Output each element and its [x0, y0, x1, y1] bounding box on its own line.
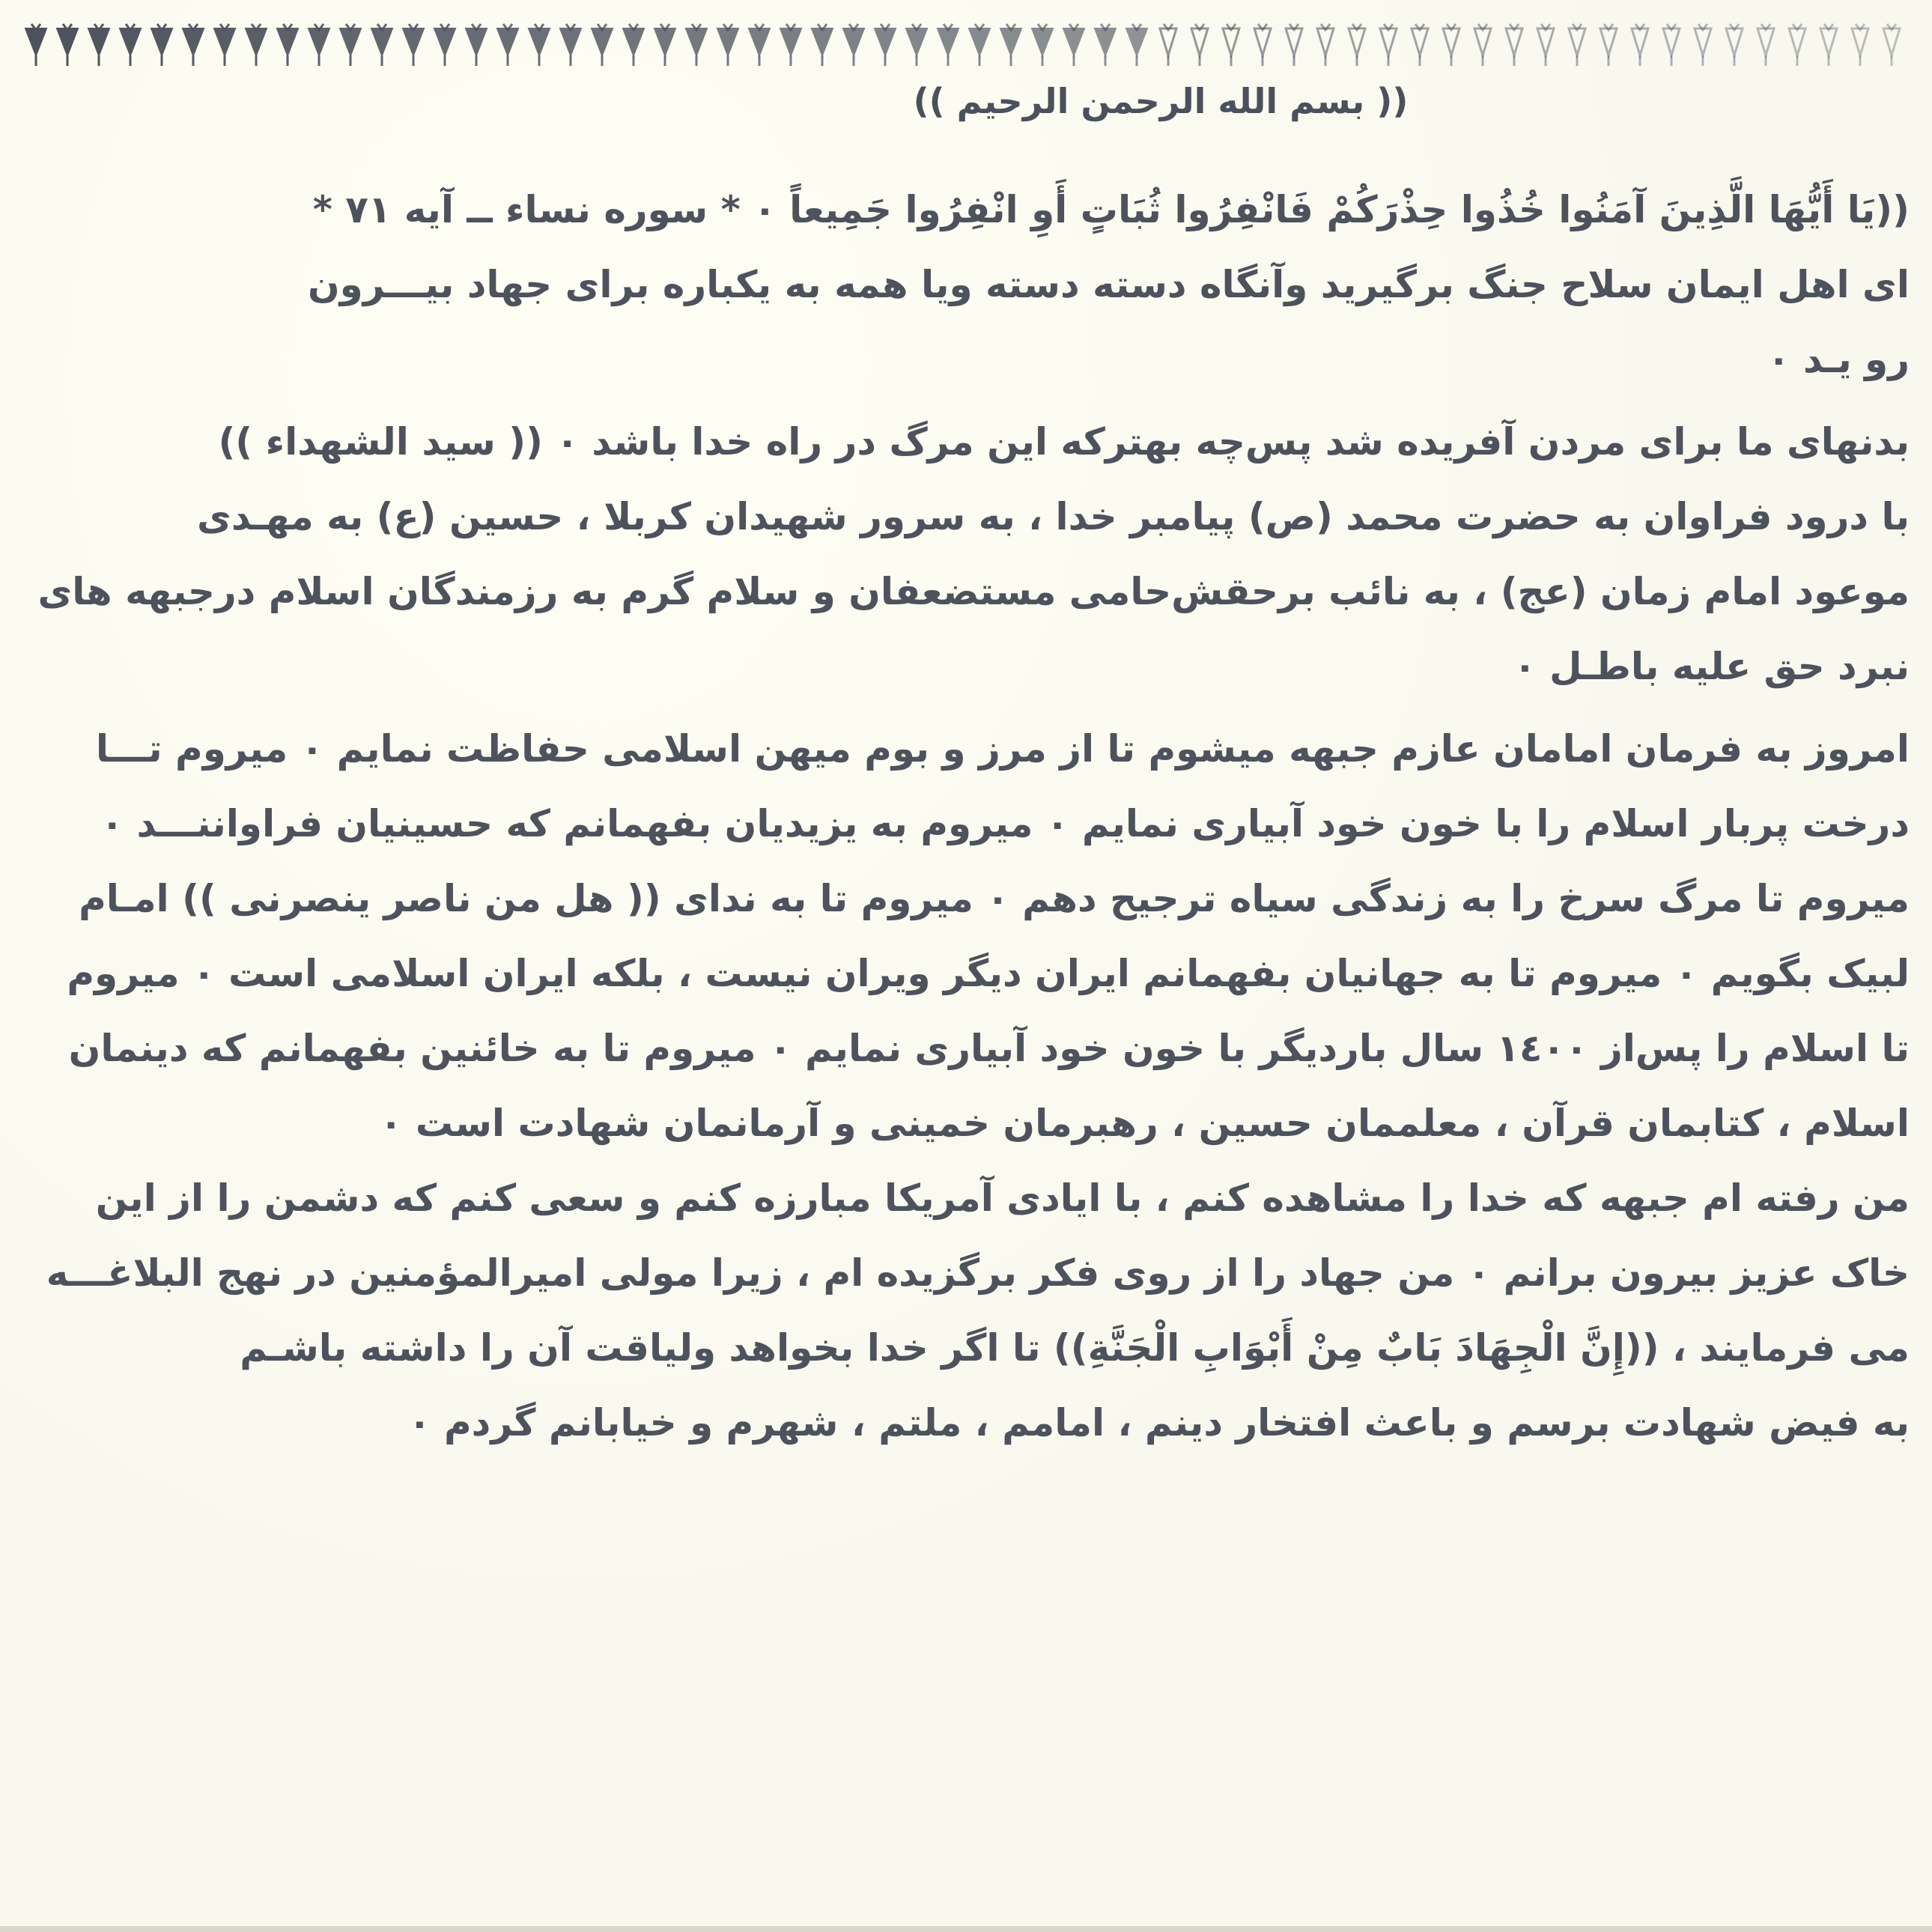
ornament-motif — [1095, 24, 1116, 66]
quote-line: بدنهای ما برای مردن آفریده شد پس‌چه بهترکه این مرگ در راه خدا باشد ٠ (( سید الشهداء )) — [218, 420, 1910, 464]
ornament-motif — [1412, 24, 1428, 66]
ornament-motif — [592, 24, 613, 66]
verse-translation-line-1: ای اهل ایمان سلاح جنگ برگیرید وآنگاه دسته دسته ویا همه به یکباره برای جهاد بیـــرون — [307, 263, 1910, 306]
paragraph2-line-4: به فیض شهادت برسم و باعث افتخار دینم ، امامم ، ملتم ، شهرم و خیابانم گردم ٠ — [408, 1401, 1910, 1445]
ornament-motif — [1852, 24, 1868, 66]
ornament-motif — [1663, 24, 1680, 66]
ornament-motif — [403, 24, 424, 66]
ornament-motif — [1317, 24, 1334, 66]
ornament-motif — [529, 24, 550, 66]
ornament-motif — [309, 24, 329, 66]
ornament-motif — [1506, 24, 1522, 66]
ornament-motif — [88, 24, 109, 66]
paragraph-line-3: میروم تا مرگ سرخ را به زندگی سیاه ترجیح دهم ٠ میروم تا به ندای (( هل من ناصر ينصرنی )) امـام — [79, 877, 1910, 920]
ornament-motif — [654, 24, 675, 66]
ornament-motif — [1254, 24, 1271, 66]
ornament-motif — [1191, 24, 1208, 66]
ornament-motif — [497, 24, 518, 66]
paragraph-line-1: امروز به فرمان امامان عازم جبهه میشوم تا از مرز و بوم میهن اسلامی حفاظت نمایم ٠ میروم تـــا — [95, 727, 1910, 771]
ornament-motif — [277, 24, 298, 66]
ornament-motif — [906, 24, 927, 66]
ornament-motif — [623, 24, 644, 66]
paragraph2-line-2: خاک عزیز بیرون برانم ٠ من جهاد را از روی فکر برگزیده ام ، زیرا مولی امیرالمؤمنین در نهج البلاغـــه — [46, 1251, 1910, 1295]
document-body — [22, 172, 1910, 1460]
ornament-motif — [969, 24, 990, 66]
ornament-motif — [1758, 24, 1774, 66]
greeting-line-1: با درود فراوان به حضرت محمد (ص) پیامبر خدا ، به سرور شهیدان کربلا ، حسین (ع) به مهـدی — [197, 495, 1910, 538]
ornament-motif — [1820, 24, 1837, 66]
ornament-motif — [1632, 24, 1648, 66]
ornament-motif — [1695, 24, 1711, 66]
ornament-motif — [1223, 24, 1239, 66]
ornament-motif — [938, 24, 959, 66]
page-bottom-edge — [0, 1926, 1932, 1932]
ornament-motif — [1126, 24, 1147, 66]
ornament-motif — [717, 24, 738, 66]
ornament-motif — [749, 24, 770, 66]
ornament-motif — [560, 24, 581, 66]
ornament-motif — [1063, 24, 1084, 66]
greeting-line-2: موعود امام زمان (عج) ، به نائب برحقش‌حامی مستضعفان و سلام گرم به رزمندگان اسلام درجبهه های — [37, 570, 1910, 613]
ornament-motif — [780, 24, 801, 66]
ornament-motif — [1883, 24, 1900, 66]
ornament-motif — [1443, 24, 1459, 66]
ornament-motif — [434, 24, 455, 66]
ornament-motif — [1474, 24, 1491, 66]
ornament-motif — [151, 24, 172, 66]
ornament-motif — [686, 24, 707, 66]
paragraph-line-5: تا اسلام را پس‌از ١٤٠٠ سال باردیگر با خون خود آبیاری نمایم ٠ میروم تا به خائنین بفهمانم که دینمان — [68, 1027, 1910, 1070]
ornament-motif — [340, 24, 361, 66]
ornament-motif — [1286, 24, 1302, 66]
ornament-motif — [1600, 24, 1617, 66]
ornament-motif — [1032, 24, 1053, 66]
ornament-motif — [466, 24, 487, 66]
ornament-motif — [246, 24, 267, 66]
paragraph-line-4: لبیک بگویم ٠ میروم تا به جهانیان بفهمانم ایران دیگر ویران نیست ، بلکه ایران اسلامی است ٠ میروم — [67, 952, 1910, 995]
ornament-motif — [371, 24, 392, 66]
ornament-motif — [1569, 24, 1585, 66]
paragraph2-line-3: می فرمایند ، ((إِنَّ الْجِهَادَ بَابٌ مِنْ أَبْوَابِ الْجَنَّةِ)) تا اگر خدا بخواهد ولیاقت آن را داشته باشـم — [240, 1326, 1910, 1370]
ornament-pattern — [21, 21, 1932, 75]
ornament-motif — [1000, 24, 1021, 66]
paragraph2-line-1: من رفته ام جبهه که خدا را مشاهده کنم ، با ایادی آمریکا مبارزه کنم و سعی کنم که دشمن را از این — [95, 1176, 1910, 1220]
basmala-heading: (( بسم الله الرحمن الرحيم )) — [913, 81, 1409, 121]
ornament-motif — [1160, 24, 1176, 66]
paragraph-line-6: اسلام ، کتابمان قرآن ، معلممان حسین ، رهبرمان خمینی و آرمانمان شهادت است ٠ — [379, 1102, 1910, 1145]
ornament-motif — [875, 24, 896, 66]
quran-verse-line: ((يَا أَيُّهَا الَّذِينَ آمَنُوا خُذُوا حِذْرَكُمْ فَانْفِرُوا ثُبَاتٍ أَوِ انْفِرُوا جَمِيعاً ٠ * سوره نساء ــ آيه ٧١ * — [312, 188, 1910, 231]
ornament-motif — [843, 24, 864, 66]
ornament-motif — [1789, 24, 1805, 66]
ornament-motif — [1349, 24, 1365, 66]
ornament-motif — [57, 24, 78, 66]
ornament-motif — [120, 24, 141, 66]
ornament-motif — [1380, 24, 1397, 66]
verse-translation-line-2: رو یـد ٠ — [1767, 338, 1910, 381]
ornament-motif — [25, 24, 46, 66]
ornament-motif — [1537, 24, 1554, 66]
greeting-line-3: نبرد حق علیه باطـل ٠ — [1513, 645, 1910, 688]
ornament-motif — [214, 24, 235, 66]
decorative-top-border — [21, 21, 1932, 75]
ornament-motif — [812, 24, 833, 66]
ornament-motif — [1726, 24, 1743, 66]
ornament-motif — [183, 24, 204, 66]
paragraph-line-2: درخت پربار اسلام را با خون خود آبیاری نمایم ٠ میروم به یزیدیان بفهمانم که حسینیان فراواننـــد ٠ — [100, 802, 1910, 845]
